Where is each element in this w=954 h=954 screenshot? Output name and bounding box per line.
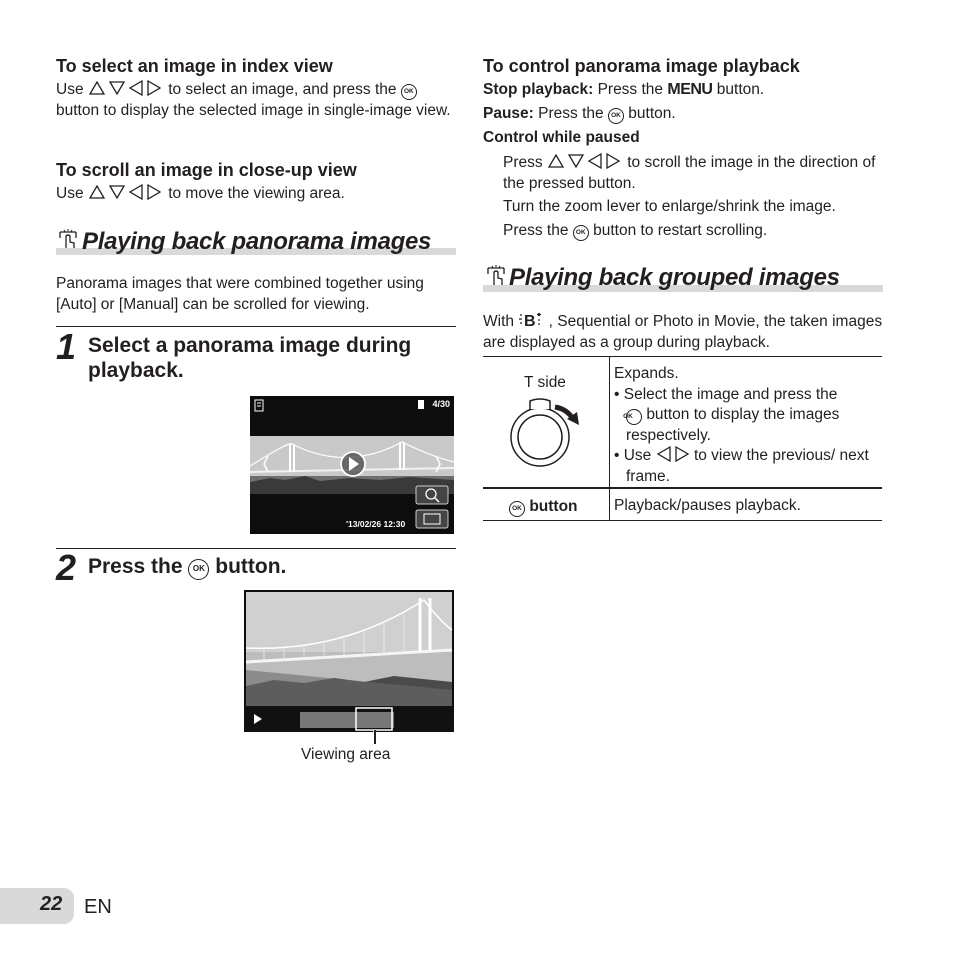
pause-text-after: button. [628, 105, 676, 122]
pause-label: Pause: [483, 105, 534, 122]
image-counter: 4/30 [432, 399, 450, 409]
grouped-intro-after: , Sequential or Photo in Movie, the taken images are displayed as a group during playback. [483, 313, 883, 351]
step2-text [88, 554, 286, 580]
index-view-heading: To select an image in index view [56, 56, 333, 76]
bullet1-text: Select the image and press the [623, 385, 838, 403]
closeup-text-after: to move the viewing area. [168, 185, 345, 202]
control-heading: To control panorama image playback [483, 56, 800, 76]
table-column-divider [609, 357, 610, 520]
index-view-text [56, 80, 456, 121]
ok-button-row-text: Playback/pauses playback. [614, 497, 801, 514]
paused-scroll-text [503, 153, 887, 194]
ok-button-icon: OK [608, 108, 624, 124]
step2-text-before: Press the [88, 555, 183, 578]
page-number: 22 [40, 893, 63, 915]
ok-button-icon: OK [509, 501, 525, 517]
table-row-divider [483, 487, 882, 489]
closeup-heading: To scroll an image in close-up view [56, 160, 357, 180]
playback-screen [250, 396, 454, 534]
ok-button-icon: OK [401, 84, 417, 100]
restart-after: button to restart scrolling. [593, 222, 768, 239]
svg-text:B: B [524, 313, 536, 329]
expands-text: Expands. [614, 365, 679, 382]
paused-scroll: to scroll the image in the direction of the pressed button. [503, 154, 876, 192]
step2-number: 2 [56, 547, 77, 588]
bullet-use-arrows: • Use to view the previous/ next frame. [614, 447, 869, 485]
closeup-text-before: Use [56, 185, 84, 202]
page-number-tab [0, 888, 74, 924]
ok-button-icon: OK [626, 409, 642, 425]
pause-text-before: Press the [538, 105, 604, 122]
paused-heading: Control while paused [483, 129, 640, 146]
step2-text-after: button. [215, 555, 287, 578]
index-view-text-before: Use [56, 81, 84, 98]
grouped-intro [483, 311, 887, 353]
paused-press: Press [503, 154, 543, 171]
ok-button-icon: OK [573, 225, 589, 241]
viewing-area-caption: Viewing area [301, 746, 391, 763]
step2-divider [56, 548, 456, 549]
burst-mode-icon [518, 311, 544, 329]
t-side-label: T side [524, 374, 566, 391]
stop-playback-line [483, 80, 883, 101]
image-datetime: '13/02/26 12:30 [346, 519, 406, 529]
closeup-text [56, 184, 456, 205]
panorama-section-title: Playing back panorama images [82, 228, 432, 255]
step1-number: 1 [56, 326, 77, 367]
panorama-thumbnail [250, 396, 454, 534]
panorama-scroll-image [244, 590, 454, 732]
panorama-intro: Panorama images that were combined together using [Auto] or [Manual] can be scrolled for viewing. [56, 275, 424, 313]
paused-zoom-text: Turn the zoom lever to enlarge/shrink the image. [503, 198, 836, 215]
left-right-arrows-icon [656, 446, 690, 462]
menu-button-label: MENU [667, 81, 713, 98]
ok-button-label: button [529, 498, 578, 515]
language-label: EN [84, 896, 112, 918]
restart-before: Press the [503, 222, 569, 239]
t-side-description [614, 364, 880, 487]
bullet1-end: button to display the images respectively. [626, 406, 840, 444]
bullet-select-image: • Select the image and press the OK button to display the images respectively. [614, 385, 840, 444]
viewing-area-pointer [374, 730, 376, 744]
stop-text-after: button. [716, 81, 765, 98]
pause-line [483, 104, 883, 125]
stop-text-before: Press the [597, 81, 664, 98]
ok-button-row-label [509, 498, 578, 517]
arrow-keys-icon [88, 80, 164, 96]
grouped-section-title: Playing back grouped images [509, 264, 840, 291]
index-view-text-after: to select an image, and press the [168, 81, 397, 98]
arrow-keys-icon [88, 184, 164, 200]
step1-text: Select a panorama image during playback. [88, 334, 412, 382]
arrow-keys-icon [547, 153, 623, 169]
stop-label: Stop playback: [483, 81, 594, 98]
panorama-scroll-screen [244, 590, 454, 732]
bullet2-after: to view the previous/ next frame. [626, 447, 869, 485]
bullet2-before: Use [623, 447, 652, 464]
step1-divider [56, 326, 456, 327]
paused-restart-text [503, 221, 887, 242]
grouped-intro-before: With [483, 313, 514, 330]
grouped-table [483, 356, 882, 521]
ok-button-icon: OK [188, 559, 209, 580]
index-view-text-end: button to display the selected image in single-image view. [56, 101, 451, 119]
zoom-lever-icon [507, 397, 587, 471]
